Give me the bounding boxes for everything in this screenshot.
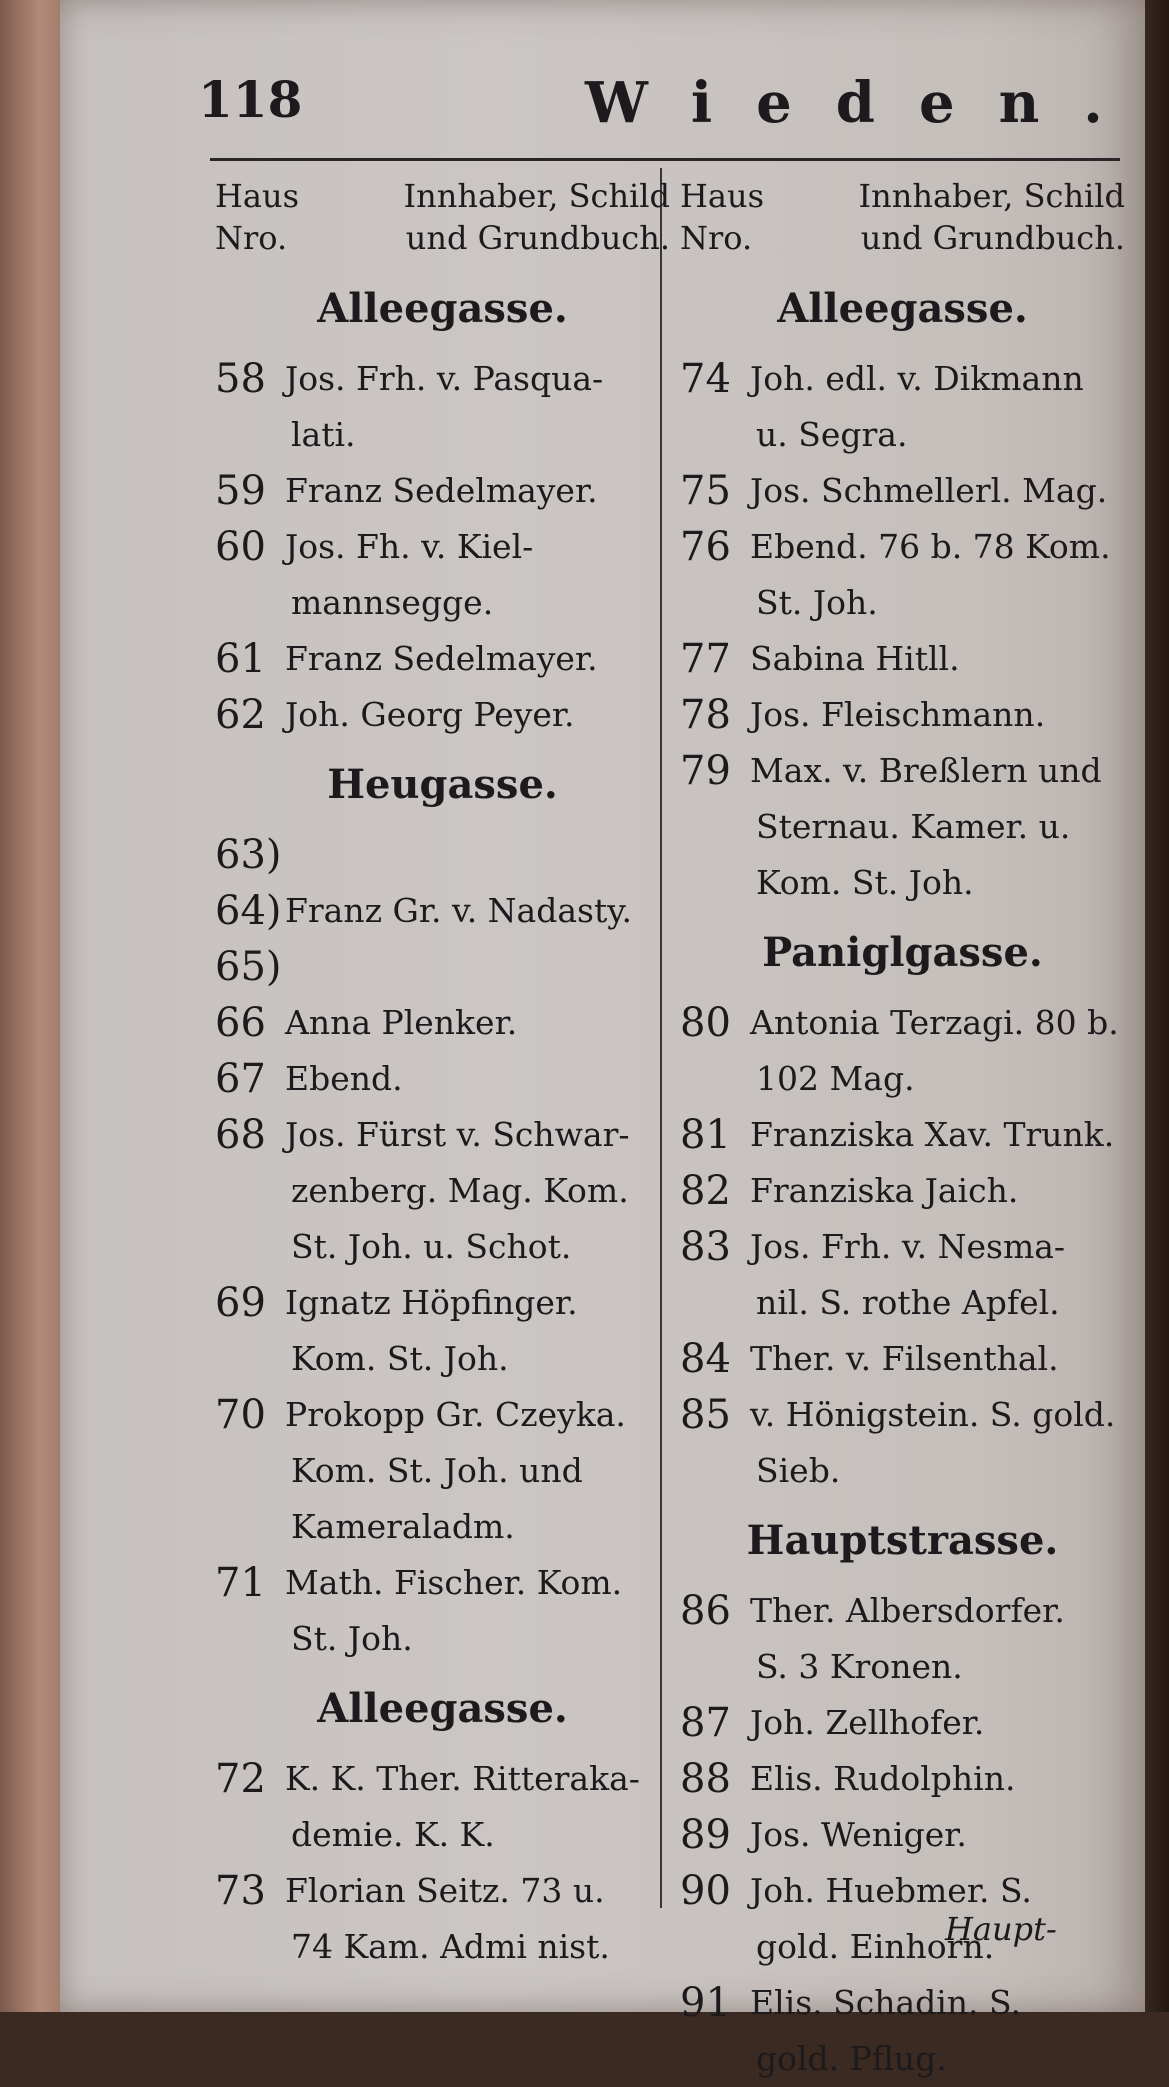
- entry-83: [680, 1219, 1125, 1331]
- house-number: 67: [215, 1056, 266, 1102]
- entry-line: Ignatz Höpfinger.: [285, 1283, 578, 1322]
- catchword: Haupt-: [945, 1910, 1057, 1948]
- entry-82: [680, 1163, 1125, 1219]
- entry-85: [680, 1387, 1125, 1499]
- entry-64: [215, 883, 670, 939]
- house-number: 77: [680, 636, 731, 682]
- entry-line: Jos. Frh. v. Pasqua-: [285, 359, 604, 398]
- entry-line: lati.: [291, 415, 356, 454]
- house-number: 70: [215, 1392, 266, 1438]
- entry-76: [680, 519, 1125, 631]
- col-head-nro: Nro.: [215, 219, 288, 257]
- entry-70: [215, 1387, 670, 1555]
- entry-65: [215, 939, 670, 995]
- entry-59: [215, 463, 670, 519]
- section-heading: Alleegasse.: [317, 285, 568, 332]
- section-heading: Alleegasse.: [317, 1685, 568, 1732]
- entry-line: Joh. Huebmer. S.: [750, 1871, 1032, 1910]
- entry-line: Joh. edl. v. Dikmann: [750, 359, 1084, 398]
- house-number: 64): [215, 888, 282, 934]
- entry-line: Ther. Albersdorfer.: [750, 1591, 1065, 1630]
- entry-line: St. Joh. u. Schot.: [291, 1227, 572, 1266]
- house-number: 86: [680, 1588, 731, 1634]
- col-head-grundbuch: und Grundbuch.: [405, 219, 670, 257]
- entry-line: Math. Fischer. Kom.: [285, 1563, 623, 1602]
- entry-line: St. Joh.: [756, 583, 878, 622]
- entry-line: Jos. Weniger.: [750, 1815, 967, 1854]
- entry-line: mannsegge.: [291, 583, 494, 622]
- entry-line: Franz Sedelmayer.: [285, 471, 598, 510]
- entry-line: Florian Seitz. 73 u.: [285, 1871, 605, 1910]
- running-header: [140, 70, 1147, 140]
- entry-line: Jos. Fh. v. Kiel-: [285, 527, 534, 566]
- col-head-innhaber: Innhaber, Schild: [403, 177, 670, 215]
- left-column: [215, 175, 670, 1975]
- column-header-left: [215, 175, 670, 267]
- entry-80: [680, 995, 1125, 1107]
- house-number: 76: [680, 524, 731, 570]
- entry-line: Jos. Fürst v. Schwar-: [285, 1115, 630, 1154]
- house-number: 75: [680, 468, 731, 514]
- entry-81: [680, 1107, 1125, 1163]
- entry-line: nil. S. rothe Apfel.: [756, 1283, 1060, 1322]
- house-number: 71: [215, 1560, 266, 1606]
- entry-line: v. Hönigstein. S. gold.: [750, 1395, 1116, 1434]
- entry-89: [680, 1807, 1125, 1863]
- house-number: 79: [680, 748, 731, 794]
- col-head-haus: Haus: [680, 177, 765, 215]
- entry-58: [215, 351, 670, 463]
- entry-line: St. Joh.: [291, 1619, 413, 1658]
- entry-line: Kameraladm.: [291, 1507, 515, 1546]
- entry-61: [215, 631, 670, 687]
- col-head-nro: Nro.: [680, 219, 753, 257]
- house-number: 60: [215, 524, 266, 570]
- entry-line: Max. v. Breßlern und: [750, 751, 1102, 790]
- entry-68: [215, 1107, 670, 1275]
- section-heading: Alleegasse.: [777, 285, 1028, 332]
- entry-line: Ebend. 76 b. 78 Kom.: [750, 527, 1111, 566]
- entry-line: Joh. Georg Peyer.: [285, 695, 575, 734]
- entry-line: Joh. Zellhofer.: [750, 1703, 985, 1742]
- house-number: 72: [215, 1756, 266, 1802]
- entry-line: Franz Gr. v. Nadasty.: [285, 891, 632, 930]
- entry-line: gold. Pflug.: [756, 2039, 947, 2078]
- entry-line: S. 3 Kronen.: [756, 1647, 963, 1686]
- house-number: 73: [215, 1868, 266, 1914]
- house-number: 91: [680, 1980, 731, 2026]
- entry-line: Kom. St. Joh. und: [291, 1451, 583, 1490]
- entry-67: [215, 1051, 670, 1107]
- entry-77: [680, 631, 1125, 687]
- entry-line: Jos. Frh. v. Nesma-: [750, 1227, 1066, 1266]
- entry-88: [680, 1751, 1125, 1807]
- entry-91: [680, 1975, 1125, 2087]
- house-number: 69: [215, 1280, 266, 1326]
- entry-75: [680, 463, 1125, 519]
- house-number: 59: [215, 468, 266, 514]
- entry-63: [215, 827, 670, 883]
- entry-line: 102 Mag.: [756, 1059, 915, 1098]
- entry-71: [215, 1555, 670, 1667]
- entry-line: K. K. Ther. Ritteraka-: [285, 1759, 640, 1798]
- house-number: 78: [680, 692, 731, 738]
- entry-line: zenberg. Mag. Kom.: [291, 1171, 629, 1210]
- house-number: 63): [215, 832, 282, 878]
- right-column: [680, 175, 1125, 2087]
- house-number: 89: [680, 1812, 731, 1858]
- entry-line: Jos. Schmellerl. Mag.: [750, 471, 1108, 510]
- entry-line: Antonia Terzagi. 80 b.: [750, 1003, 1119, 1042]
- house-number: 81: [680, 1112, 731, 1158]
- house-number: 80: [680, 1000, 731, 1046]
- entry-line: Kom. St. Joh.: [291, 1339, 509, 1378]
- house-number: 84: [680, 1336, 731, 1382]
- entry-line: 74 Kam. Admi nist.: [291, 1927, 610, 1966]
- entry-line: u. Segra.: [756, 415, 908, 454]
- house-number: 61: [215, 636, 266, 682]
- entry-87: [680, 1695, 1125, 1751]
- page-number: 118: [198, 70, 303, 129]
- entry-79: [680, 743, 1125, 911]
- house-number: 90: [680, 1868, 731, 1914]
- house-number: 62: [215, 692, 266, 738]
- entry-74: [680, 351, 1125, 463]
- section-heading: Heugasse.: [327, 761, 558, 808]
- entry-line: Prokopp Gr. Czeyka.: [285, 1395, 626, 1434]
- house-number: 65): [215, 944, 282, 990]
- entry-90: [680, 1863, 1125, 1975]
- section-heading: Paniglgasse.: [762, 929, 1043, 976]
- entry-line: Jos. Fleischmann.: [750, 695, 1046, 734]
- house-number: 66: [215, 1000, 266, 1046]
- entry-73: [215, 1863, 670, 1975]
- entry-69: [215, 1275, 670, 1387]
- entry-line: Kom. St. Joh.: [756, 863, 974, 902]
- entry-84: [680, 1331, 1125, 1387]
- entry-line: Ther. v. Filsenthal.: [750, 1339, 1059, 1378]
- entry-line: Franz Sedelmayer.: [285, 639, 598, 678]
- entry-line: gold. Einhorn.: [756, 1927, 995, 1966]
- col-head-innhaber: Innhaber, Schild: [858, 177, 1125, 215]
- header-rule: [210, 158, 1120, 161]
- entry-86: [680, 1583, 1125, 1695]
- house-number: 74: [680, 356, 731, 402]
- entry-line: Anna Plenker.: [285, 1003, 518, 1042]
- entry-line: Elis. Schadin. S.: [750, 1983, 1021, 2022]
- entry-line: Franziska Xav. Trunk.: [750, 1115, 1115, 1154]
- house-number: 83: [680, 1224, 731, 1270]
- entry-72: [215, 1751, 670, 1863]
- entry-62: [215, 687, 670, 743]
- house-number: 68: [215, 1112, 266, 1158]
- entry-line: Franziska Jaich.: [750, 1171, 1019, 1210]
- house-number: 82: [680, 1168, 731, 1214]
- col-head-haus: Haus: [215, 177, 300, 215]
- house-number: 88: [680, 1756, 731, 1802]
- entry-line: demie. K. K.: [291, 1815, 495, 1854]
- entry-78: [680, 687, 1125, 743]
- house-number: 58: [215, 356, 266, 402]
- entry-line: Elis. Rudolphin.: [750, 1759, 1016, 1798]
- running-title: Wieden.: [585, 70, 1147, 136]
- col-head-grundbuch: und Grundbuch.: [860, 219, 1125, 257]
- entry-60: [215, 519, 670, 631]
- entry-line: Sieb.: [756, 1451, 841, 1490]
- entry-line: Sternau. Kamer. u.: [756, 807, 1071, 846]
- entry-line: Sabina Hitll.: [750, 639, 960, 678]
- entry-66: [215, 995, 670, 1051]
- section-heading: Hauptstrasse.: [746, 1517, 1059, 1564]
- column-header-right: [680, 175, 1125, 267]
- house-number: 87: [680, 1700, 731, 1746]
- entry-line: Ebend.: [285, 1059, 403, 1098]
- house-number: 85: [680, 1392, 731, 1438]
